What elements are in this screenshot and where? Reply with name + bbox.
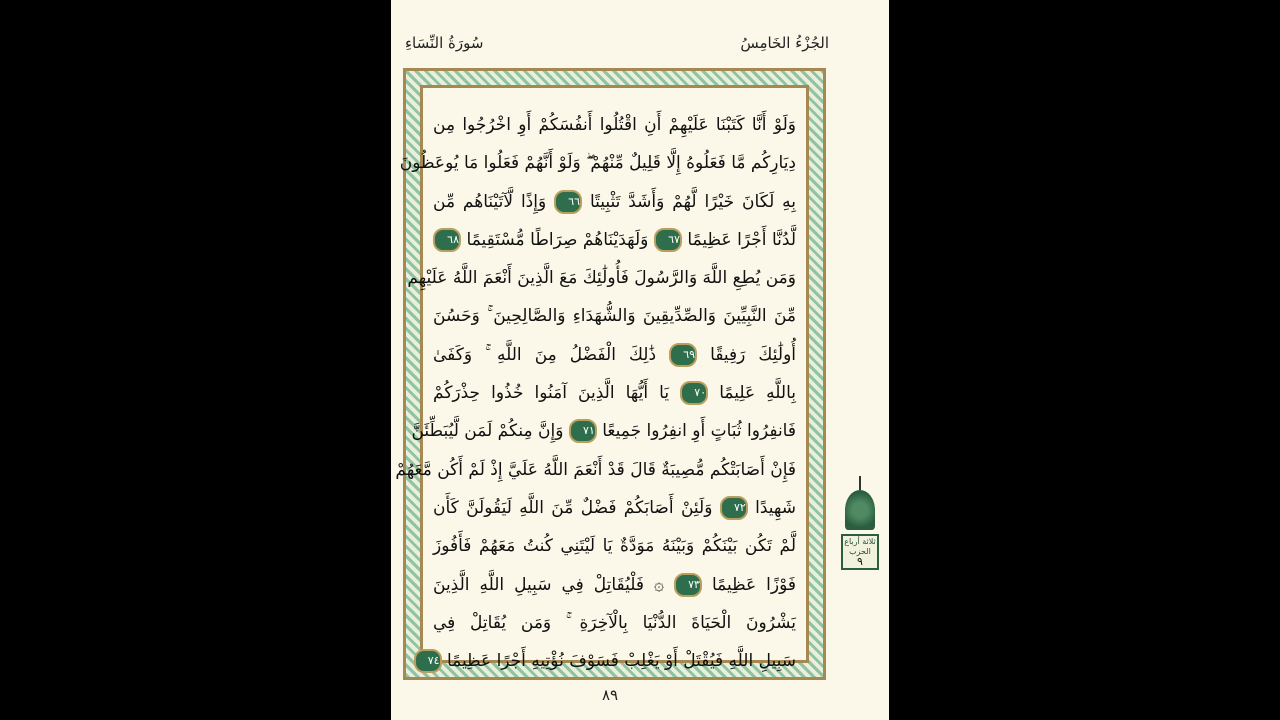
hizb-number: ٩ <box>857 555 863 568</box>
ayah-number-marker: ٧٢ <box>720 496 748 520</box>
verse-text: يَا أَيُّهَا الَّذِينَ آمَنُوا خُذُوا حِذْرَكُمْ <box>433 383 670 404</box>
ayah-number-marker: ٦٨ <box>433 228 461 252</box>
verse-line <box>427 642 796 680</box>
verse-line <box>411 412 796 450</box>
verse-text: وَلَهَدَيْنَاهُمْ صِرَاطًا مُّسْتَقِيمًا <box>466 229 649 250</box>
surah-name-header: سُورَةُ النِّسَاءِ <box>405 34 484 52</box>
ayah-number-marker: ٧١ <box>569 419 597 443</box>
hizb-label: الحزب <box>849 547 871 556</box>
verse-line: لَّمْ تَكُن بَيْنَكُمْ وَبَيْنَهُ مَوَدَّةٌ يَا لَيْتَنِي كُنتُ مَعَهُمْ فَأَفُوزَ <box>433 536 796 557</box>
hizb-ornament-icon <box>845 490 875 530</box>
verse-text: ۞ فَلْيُقَاتِلْ فِي سَبِيلِ اللَّهِ الَّذِينَ <box>433 574 664 595</box>
hizb-marker <box>841 490 879 570</box>
page-number: ٨٩ <box>601 686 619 704</box>
verse-line <box>433 336 796 374</box>
verse-text: فَوْزًا عَظِيمًا <box>711 574 796 595</box>
text-area <box>395 85 809 672</box>
ornamental-frame <box>395 68 826 680</box>
verse-text: أُولَٰئِكَ رَفِيقًا <box>710 344 797 365</box>
hizb-box <box>841 534 879 570</box>
verse-line <box>433 374 796 412</box>
verse-line: فَإِنْ أَصَابَتْكُم مُّصِيبَةٌ قَالَ قَدْ أَنْعَمَ اللَّهُ عَلَيَّ إِذْ لَمْ أَكُن مَّعَهُمْ <box>395 459 796 480</box>
verse-text: بِاللَّهِ عَلِيمًا <box>719 383 796 404</box>
verse-line <box>433 489 796 527</box>
ayah-number-marker: ٦٩ <box>669 343 697 367</box>
verse-text: وَإِذًا لَّآتَيْنَاهُم مِّن <box>433 191 547 212</box>
ayah-number-marker: ٦٦ <box>554 190 582 214</box>
ayah-number-marker: ٦٧ <box>654 228 682 252</box>
hizb-quarter-label: ثلاثة أرباع <box>844 537 876 546</box>
ayah-number-marker: ٧٣ <box>674 573 702 597</box>
verse-text: بِهِ لَكَانَ خَيْرًا لَّهُمْ وَأَشَدَّ تَثْبِيتًا <box>589 191 797 212</box>
ayah-number-marker: ٧٤ <box>414 649 442 673</box>
juz-name-header: الجُزْءُ الخَامِسُ <box>740 34 829 52</box>
mushaf-page <box>391 0 889 720</box>
ayah-number-marker: ٧٠ <box>680 381 708 405</box>
verse-line: وَلَوْ أَنَّا كَتَبْنَا عَلَيْهِمْ أَنِ اقْتُلُوا أَنفُسَكُمْ أَوِ اخْرُجُوا مِن <box>433 115 796 135</box>
verse-text: سَبِيلِ اللَّهِ فَيُقْتَلْ أَوْ يَغْلِبْ فَسَوْفَ نُؤْتِيهِ أَجْرًا عَظِيمًا <box>446 651 796 672</box>
verse-line <box>433 183 796 221</box>
verse-line: وَمَن يُطِعِ اللَّهَ وَالرَّسُولَ فَأُولَٰئِكَ مَعَ الَّذِينَ أَنْعَمَ اللَّهُ عَلَيْهِم <box>407 268 796 289</box>
verse-lines <box>395 106 797 680</box>
verse-line <box>433 566 796 604</box>
verse-text: وَإِنَّ مِنكُمْ لَمَن لَّيُبَطِّئَنَّ <box>411 421 564 442</box>
verse-text: وَلَئِنْ أَصَابَكُمْ فَضْلٌ مِّنَ اللَّهِ لَيَقُولَنَّ كَأَن <box>433 497 713 518</box>
verse-text: ذَٰلِكَ الْفَضْلُ مِنَ اللَّهِ ۚ وَكَفَىٰ <box>433 344 657 365</box>
verse-line: يَشْرُونَ الْحَيَاةَ الدُّنْيَا بِالْآخِرَةِ ۚ وَمَن يُقَاتِلْ فِي <box>433 612 796 633</box>
verse-line: دِيَارِكُم مَّا فَعَلُوهُ إِلَّا قَلِيلٌ مِّنْهُمْ ۖ وَلَوْ أَنَّهُمْ فَعَلُوا مَا يُوعَظُونَ <box>399 153 796 174</box>
verse-text: فَانفِرُوا ثُبَاتٍ أَوِ انفِرُوا جَمِيعًا <box>602 421 796 442</box>
verse-text: لَّدُنَّا أَجْرًا عَظِيمًا <box>687 229 797 250</box>
verse-line: مِّنَ النَّبِيِّينَ وَالصِّدِّيقِينَ وَالشُّهَدَاءِ وَالصَّالِحِينَ ۚ وَحَسُنَ <box>433 306 796 327</box>
verse-text: شَهِيدًا <box>755 497 797 518</box>
verse-line <box>433 221 796 259</box>
